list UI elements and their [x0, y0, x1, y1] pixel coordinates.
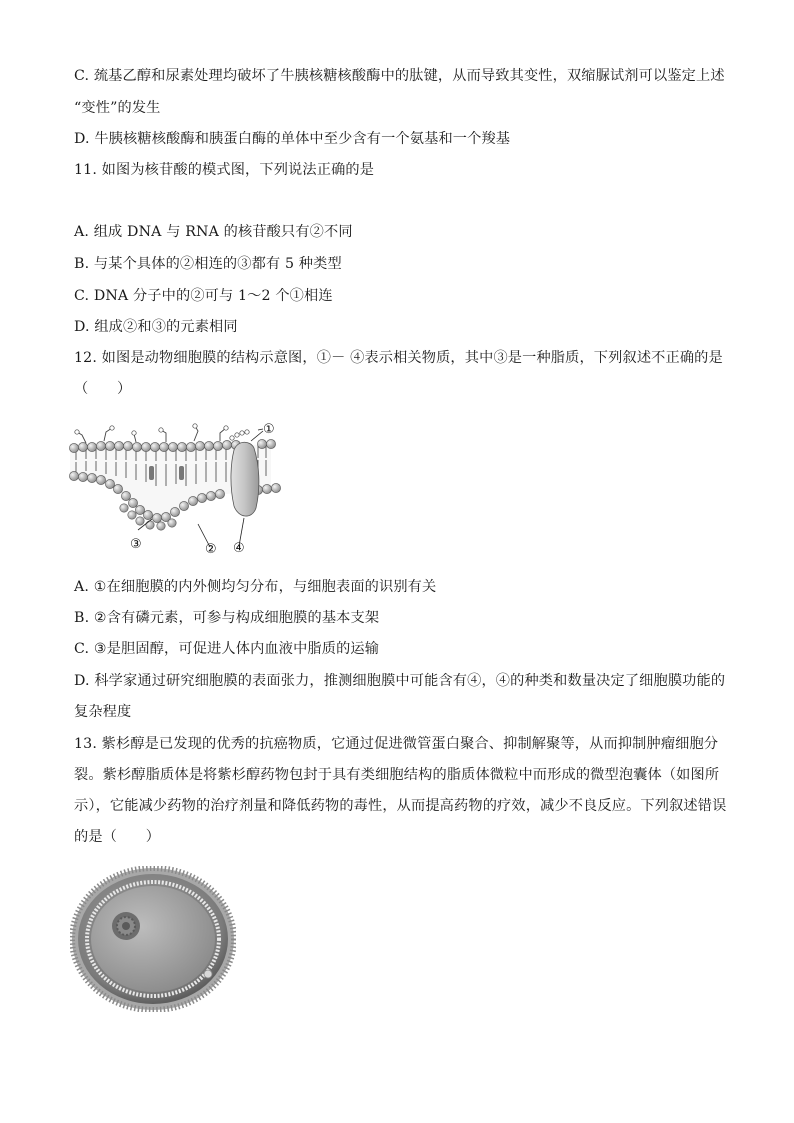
q11-option-d: D. 组成②和③的元素相同 — [74, 319, 238, 335]
figure-label-1: ① — [263, 422, 275, 437]
liposome-figure — [70, 866, 236, 1012]
q11-option-a: A. 组成 DNA 与 RNA 的核苷酸只有②不同 — [74, 224, 353, 240]
q12-option-d-line1: D. 科学家通过研究细胞膜的表面张力，推测细胞膜中可能含有④，④的种类和数量决定了细胞膜功能的 — [74, 673, 726, 689]
q13-stem-line3: 示），它能减少药物的治疗剂量和降低药物的毒性，从而提高药物的疗效，减少不良反应。下列叙述错误 — [74, 798, 727, 814]
q13-stem-line1: 13. 紫杉醇是已发现的优秀的抗癌物质，它通过促进微管蛋白聚合、抑制解聚等，从而抑制肿瘤细胞分 — [74, 736, 719, 752]
q10-option-c-line2: “变性”的发生 — [74, 100, 161, 116]
q11-option-b: B. 与某个具体的②相连的③都有 5 种类型 — [74, 256, 342, 272]
q10-option-d: D. 牛胰核糖核酸酶和胰蛋白酶的单体中至少含有一个氨基和一个羧基 — [74, 131, 511, 147]
figure-label-2: ② — [205, 542, 217, 557]
figure-label-4: ④ — [233, 541, 245, 556]
q12-stem-line2: （ ） — [74, 381, 132, 397]
q11-option-c: C. DNA 分子中的②可与 1～2 个①相连 — [74, 288, 333, 304]
q12-option-d-line2: 复杂程度 — [74, 704, 132, 720]
figure-label-3: ③ — [130, 537, 142, 552]
q12-option-a: A. ①在细胞膜的内外侧均匀分布，与细胞表面的识别有关 — [74, 579, 437, 595]
q12-stem-line1: 12. 如图是动物细胞膜的结构示意图，①－ ④表示相关物质，其中③是一种脂质，下列叙述不正确的是 — [74, 350, 723, 366]
q11-stem: 11. 如图为核苷酸的模式图，下列说法正确的是 — [74, 162, 375, 178]
q12-option-b: B. ②含有磷元素，可参与构成细胞膜的基本支架 — [74, 610, 380, 626]
cell-membrane-figure — [66, 414, 286, 560]
q13-stem-line4: 的是（ ） — [74, 829, 161, 845]
q10-option-c-line1: C. 巯基乙醇和尿素处理均破坏了牛胰核糖核酸酶中的肽键，从而导致其变性，双缩脲试剂可以鉴定上述 — [74, 68, 725, 84]
q13-stem-line2: 裂。紫杉醇脂质体是将紫杉醇药物包封于具有类细胞结构的脂质体微粒中而形成的微型泡囊体（如图所 — [74, 767, 720, 783]
q12-option-c: C. ③是胆固醇，可促进人体内血液中脂质的运输 — [74, 641, 380, 657]
